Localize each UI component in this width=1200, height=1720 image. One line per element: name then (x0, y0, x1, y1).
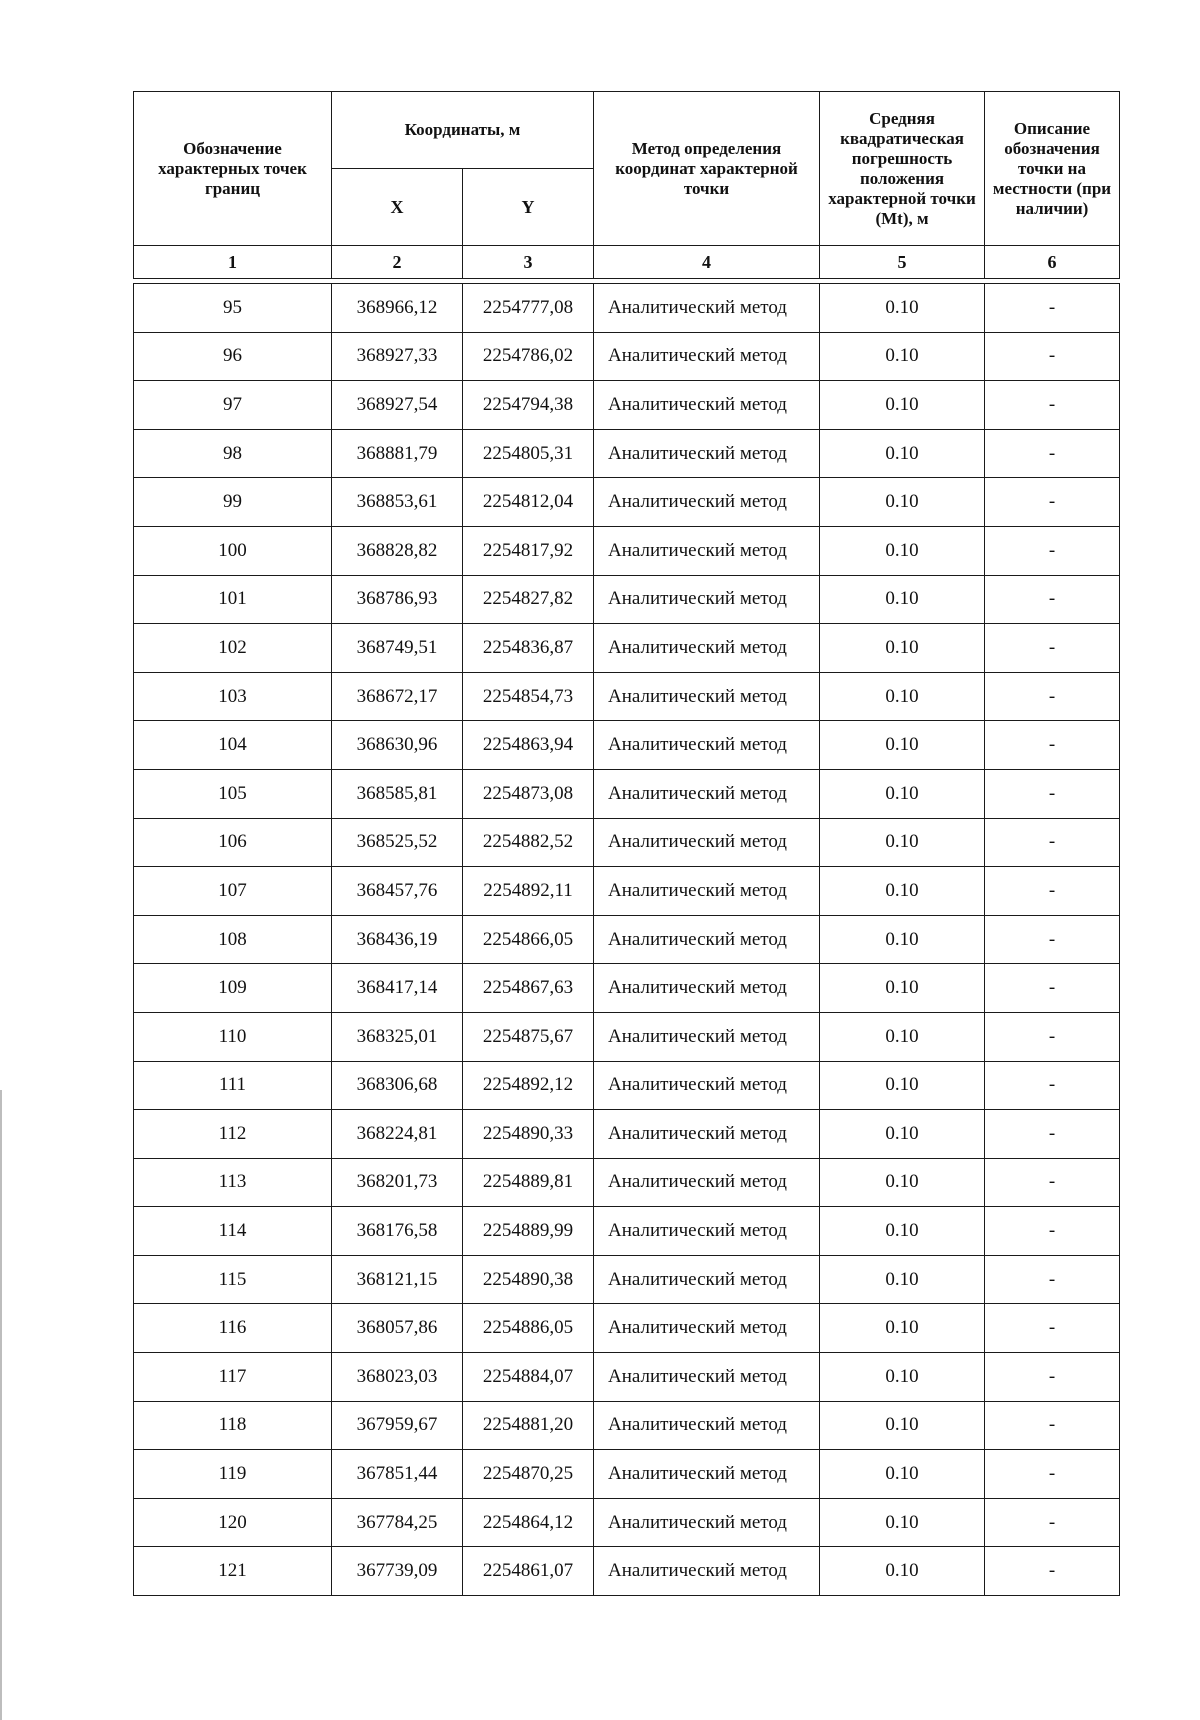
y-coordinate-cell: 2254794,38 (463, 381, 594, 430)
description-cell: - (985, 1450, 1120, 1499)
x-coordinate-cell: 368417,14 (332, 964, 463, 1013)
x-coordinate-cell: 367959,67 (332, 1401, 463, 1450)
column-number: 3 (463, 246, 594, 279)
error-cell: 0.10 (820, 769, 985, 818)
method-cell: Аналитический метод (594, 1012, 820, 1061)
method-cell: Аналитический метод (594, 1401, 820, 1450)
x-coordinate-cell: 368672,17 (332, 672, 463, 721)
description-cell: - (985, 964, 1120, 1013)
method-cell: Аналитический метод (594, 1304, 820, 1353)
x-coordinate-cell: 368853,61 (332, 478, 463, 527)
description-cell: - (985, 332, 1120, 381)
header-x: X (332, 169, 463, 246)
header-description: Описание обозначения точки на местности (при наличии) (985, 92, 1120, 246)
point-cell: 96 (134, 332, 332, 381)
point-cell: 113 (134, 1158, 332, 1207)
point-cell: 107 (134, 867, 332, 916)
y-coordinate-cell: 2254875,67 (463, 1012, 594, 1061)
point-cell: 99 (134, 478, 332, 527)
table-row (134, 1158, 1120, 1207)
method-cell: Аналитический метод (594, 284, 820, 333)
point-cell: 115 (134, 1255, 332, 1304)
table-row (134, 526, 1120, 575)
method-cell: Аналитический метод (594, 1498, 820, 1547)
x-coordinate-cell: 368630,96 (332, 721, 463, 770)
x-coordinate-cell: 368436,19 (332, 915, 463, 964)
error-cell: 0.10 (820, 526, 985, 575)
description-cell: - (985, 1401, 1120, 1450)
error-cell: 0.10 (820, 1061, 985, 1110)
method-cell: Аналитический метод (594, 818, 820, 867)
y-coordinate-cell: 2254884,07 (463, 1353, 594, 1402)
table-row (134, 1498, 1120, 1547)
error-cell: 0.10 (820, 915, 985, 964)
x-coordinate-cell: 368023,03 (332, 1353, 463, 1402)
table-row (134, 284, 1120, 333)
x-coordinate-cell: 368121,15 (332, 1255, 463, 1304)
column-number-row (134, 246, 1120, 279)
table-row (134, 1012, 1120, 1061)
error-cell: 0.10 (820, 478, 985, 527)
method-cell: Аналитический метод (594, 1158, 820, 1207)
error-cell: 0.10 (820, 1498, 985, 1547)
description-cell: - (985, 721, 1120, 770)
method-cell: Аналитический метод (594, 867, 820, 916)
description-cell: - (985, 478, 1120, 527)
method-cell: Аналитический метод (594, 672, 820, 721)
description-cell: - (985, 526, 1120, 575)
error-cell: 0.10 (820, 624, 985, 673)
description-cell: - (985, 624, 1120, 673)
description-cell: - (985, 1255, 1120, 1304)
point-cell: 120 (134, 1498, 332, 1547)
y-coordinate-cell: 2254817,92 (463, 526, 594, 575)
point-cell: 119 (134, 1450, 332, 1499)
x-coordinate-cell: 368966,12 (332, 284, 463, 333)
table-row (134, 818, 1120, 867)
description-cell: - (985, 575, 1120, 624)
description-cell: - (985, 1304, 1120, 1353)
method-cell: Аналитический метод (594, 721, 820, 770)
table-row (134, 915, 1120, 964)
y-coordinate-cell: 2254786,02 (463, 332, 594, 381)
point-cell: 102 (134, 624, 332, 673)
x-coordinate-cell: 368325,01 (332, 1012, 463, 1061)
x-coordinate-cell: 367739,09 (332, 1547, 463, 1596)
table-row (134, 672, 1120, 721)
point-cell: 118 (134, 1401, 332, 1450)
y-coordinate-cell: 2254812,04 (463, 478, 594, 527)
y-coordinate-cell: 2254867,63 (463, 964, 594, 1013)
error-cell: 0.10 (820, 672, 985, 721)
method-cell: Аналитический метод (594, 915, 820, 964)
table-row (134, 1255, 1120, 1304)
method-cell: Аналитический метод (594, 1207, 820, 1256)
method-cell: Аналитический метод (594, 478, 820, 527)
description-cell: - (985, 867, 1120, 916)
description-cell: - (985, 1061, 1120, 1110)
method-cell: Аналитический метод (594, 1450, 820, 1499)
header-method: Метод определения координат характерной точки (594, 92, 820, 246)
description-cell: - (985, 1158, 1120, 1207)
header-point-designation: Обозначение характерных точек границ (134, 92, 332, 246)
table-row (134, 1061, 1120, 1110)
point-cell: 112 (134, 1110, 332, 1159)
header-coordinates: Координаты, м (332, 92, 594, 169)
error-cell: 0.10 (820, 867, 985, 916)
y-coordinate-cell: 2254892,12 (463, 1061, 594, 1110)
x-coordinate-cell: 368786,93 (332, 575, 463, 624)
x-coordinate-cell: 368525,52 (332, 818, 463, 867)
y-coordinate-cell: 2254854,73 (463, 672, 594, 721)
y-coordinate-cell: 2254892,11 (463, 867, 594, 916)
y-coordinate-cell: 2254890,38 (463, 1255, 594, 1304)
point-cell: 109 (134, 964, 332, 1013)
y-coordinate-cell: 2254827,82 (463, 575, 594, 624)
x-coordinate-cell: 368224,81 (332, 1110, 463, 1159)
y-coordinate-cell: 2254890,33 (463, 1110, 594, 1159)
point-cell: 98 (134, 429, 332, 478)
y-coordinate-cell: 2254805,31 (463, 429, 594, 478)
table-row (134, 575, 1120, 624)
method-cell: Аналитический метод (594, 381, 820, 430)
column-number: 2 (332, 246, 463, 279)
table-row (134, 429, 1120, 478)
x-coordinate-cell: 368828,82 (332, 526, 463, 575)
table-row (134, 1547, 1120, 1596)
description-cell: - (985, 818, 1120, 867)
table-row (134, 769, 1120, 818)
point-cell: 114 (134, 1207, 332, 1256)
point-cell: 117 (134, 1353, 332, 1402)
error-cell: 0.10 (820, 721, 985, 770)
point-cell: 106 (134, 818, 332, 867)
header-mean-square-error: Средняя квадратическая погрешность положения характерной точки (Mt), м (820, 92, 985, 246)
point-cell: 103 (134, 672, 332, 721)
error-cell: 0.10 (820, 1450, 985, 1499)
table-row (134, 332, 1120, 381)
method-cell: Аналитический метод (594, 1061, 820, 1110)
x-coordinate-cell: 367784,25 (332, 1498, 463, 1547)
x-coordinate-cell: 368057,86 (332, 1304, 463, 1353)
description-cell: - (985, 1547, 1120, 1596)
table-row (134, 1207, 1120, 1256)
error-cell: 0.10 (820, 1304, 985, 1353)
coordinates-table (133, 91, 1120, 1596)
point-cell: 116 (134, 1304, 332, 1353)
table-row (134, 867, 1120, 916)
y-coordinate-cell: 2254864,12 (463, 1498, 594, 1547)
error-cell: 0.10 (820, 1110, 985, 1159)
table-row (134, 1401, 1120, 1450)
table-row (134, 1450, 1120, 1499)
x-coordinate-cell: 368927,33 (332, 332, 463, 381)
description-cell: - (985, 1353, 1120, 1402)
description-cell: - (985, 915, 1120, 964)
description-cell: - (985, 284, 1120, 333)
y-coordinate-cell: 2254836,87 (463, 624, 594, 673)
error-cell: 0.10 (820, 1401, 985, 1450)
point-cell: 101 (134, 575, 332, 624)
column-number: 4 (594, 246, 820, 279)
error-cell: 0.10 (820, 1207, 985, 1256)
description-cell: - (985, 1498, 1120, 1547)
x-coordinate-cell: 367851,44 (332, 1450, 463, 1499)
table-body (134, 284, 1120, 1596)
point-cell: 100 (134, 526, 332, 575)
error-cell: 0.10 (820, 818, 985, 867)
y-coordinate-cell: 2254870,25 (463, 1450, 594, 1499)
page-edge (0, 1090, 2, 1720)
table-row (134, 721, 1120, 770)
point-cell: 104 (134, 721, 332, 770)
method-cell: Аналитический метод (594, 526, 820, 575)
error-cell: 0.10 (820, 1012, 985, 1061)
y-coordinate-cell: 2254861,07 (463, 1547, 594, 1596)
x-coordinate-cell: 368176,58 (332, 1207, 463, 1256)
method-cell: Аналитический метод (594, 1110, 820, 1159)
y-coordinate-cell: 2254863,94 (463, 721, 594, 770)
table-row (134, 1304, 1120, 1353)
method-cell: Аналитический метод (594, 332, 820, 381)
error-cell: 0.10 (820, 1353, 985, 1402)
x-coordinate-cell: 368306,68 (332, 1061, 463, 1110)
y-coordinate-cell: 2254777,08 (463, 284, 594, 333)
y-coordinate-cell: 2254873,08 (463, 769, 594, 818)
y-coordinate-cell: 2254889,99 (463, 1207, 594, 1256)
error-cell: 0.10 (820, 1158, 985, 1207)
x-coordinate-cell: 368201,73 (332, 1158, 463, 1207)
point-cell: 97 (134, 381, 332, 430)
x-coordinate-cell: 368881,79 (332, 429, 463, 478)
y-coordinate-cell: 2254866,05 (463, 915, 594, 964)
point-cell: 108 (134, 915, 332, 964)
column-number: 5 (820, 246, 985, 279)
x-coordinate-cell: 368457,76 (332, 867, 463, 916)
point-cell: 95 (134, 284, 332, 333)
column-number: 6 (985, 246, 1120, 279)
error-cell: 0.10 (820, 332, 985, 381)
description-cell: - (985, 672, 1120, 721)
table-row (134, 381, 1120, 430)
table-row (134, 964, 1120, 1013)
y-coordinate-cell: 2254886,05 (463, 1304, 594, 1353)
error-cell: 0.10 (820, 1255, 985, 1304)
method-cell: Аналитический метод (594, 964, 820, 1013)
point-cell: 111 (134, 1061, 332, 1110)
error-cell: 0.10 (820, 964, 985, 1013)
method-cell: Аналитический метод (594, 624, 820, 673)
method-cell: Аналитический метод (594, 1547, 820, 1596)
error-cell: 0.10 (820, 284, 985, 333)
description-cell: - (985, 1207, 1120, 1256)
point-cell: 121 (134, 1547, 332, 1596)
method-cell: Аналитический метод (594, 1255, 820, 1304)
description-cell: - (985, 1012, 1120, 1061)
error-cell: 0.10 (820, 575, 985, 624)
table-row (134, 624, 1120, 673)
x-coordinate-cell: 368749,51 (332, 624, 463, 673)
description-cell: - (985, 429, 1120, 478)
y-coordinate-cell: 2254882,52 (463, 818, 594, 867)
error-cell: 0.10 (820, 381, 985, 430)
point-cell: 105 (134, 769, 332, 818)
point-cell: 110 (134, 1012, 332, 1061)
table-row (134, 478, 1120, 527)
method-cell: Аналитический метод (594, 1353, 820, 1402)
method-cell: Аналитический метод (594, 769, 820, 818)
error-cell: 0.10 (820, 1547, 985, 1596)
table-row (134, 1110, 1120, 1159)
y-coordinate-cell: 2254889,81 (463, 1158, 594, 1207)
table-row (134, 1353, 1120, 1402)
y-coordinate-cell: 2254881,20 (463, 1401, 594, 1450)
column-number: 1 (134, 246, 332, 279)
description-cell: - (985, 769, 1120, 818)
x-coordinate-cell: 368927,54 (332, 381, 463, 430)
description-cell: - (985, 1110, 1120, 1159)
method-cell: Аналитический метод (594, 429, 820, 478)
error-cell: 0.10 (820, 429, 985, 478)
header-y: Y (463, 169, 594, 246)
x-coordinate-cell: 368585,81 (332, 769, 463, 818)
description-cell: - (985, 381, 1120, 430)
method-cell: Аналитический метод (594, 575, 820, 624)
